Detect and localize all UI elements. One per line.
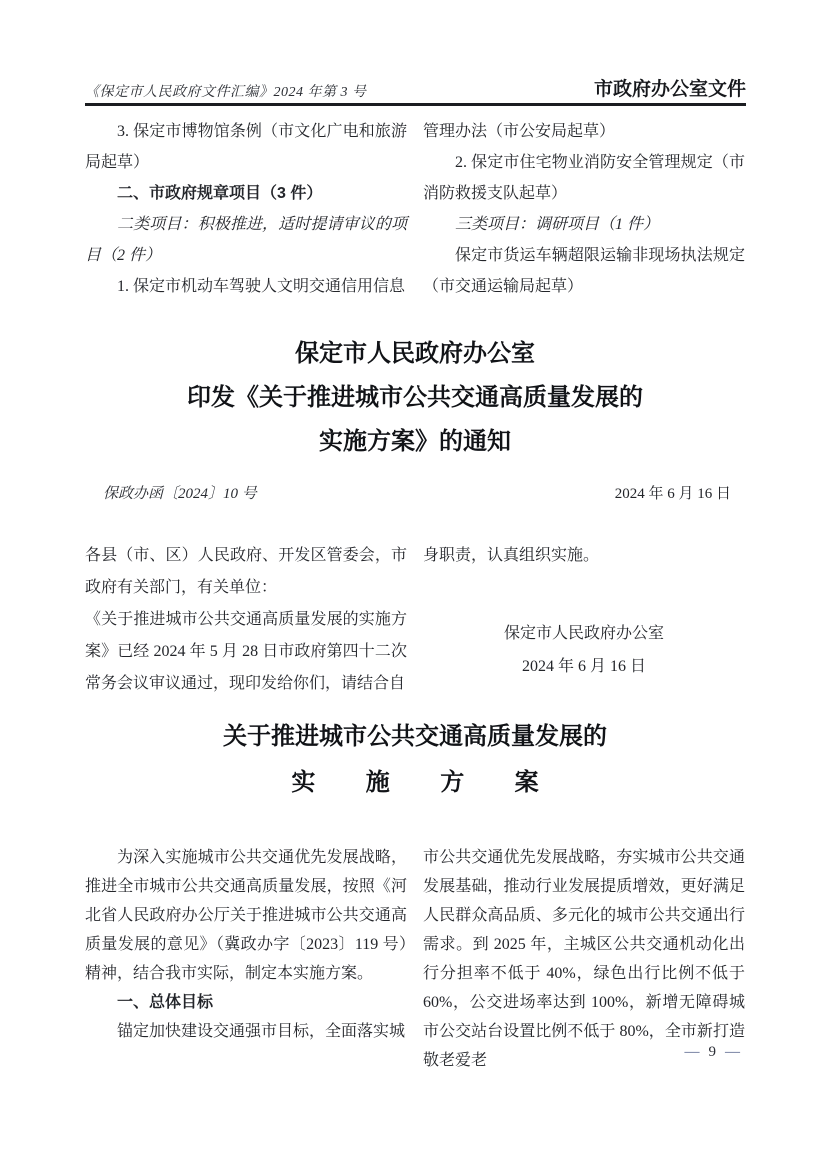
paragraph-continuation: 身职责，认真组织实施。 [423,547,600,564]
page-number-value: 9 [708,1044,716,1060]
notice-title-line-1: 保定市人民政府办公室 [295,341,535,367]
header-compilation-title: 《保定市人民政府文件汇编》2024 年第 3 号 [85,85,367,100]
plan-body-left-column [85,843,407,1075]
list-item: 1. 保定市机动车驾驶人文明交通信用信息 [117,278,406,295]
legislation-list-right-column [423,116,745,302]
list-category-label: 三类项目：调研项目（1 件） [455,216,660,233]
plan-body-section [85,843,745,1075]
doc-number-row [103,482,731,503]
notice-title-line-2: 印发《关于推进城市公共交通高质量发展的 [187,385,643,411]
list-item: 3. 保定市博物馆条例（市文化广电和旅游局起草） [85,123,407,171]
signature-block [423,617,745,683]
notice-title [85,332,745,464]
list-item-continuation: 管理办法（市公安局起草） [423,123,616,140]
plan-title-line-1: 关于推进城市公共交通高质量发展的 [223,724,607,750]
page-number [685,1044,741,1061]
notice-body-right-column [423,540,745,700]
paragraph: 各县（市、区）人民政府、开发区管委会，市政府有关部门，有关单位： [85,547,407,596]
list-item: 2. 保定市住宅物业消防安全管理规定（市消防救援支队起草） [423,154,745,202]
notice-title-line-3: 实施方案》的通知 [319,429,511,455]
paragraph: 锚定加快建设交通强市目标，全面落实城 [117,1023,406,1040]
page-number-dash-left: — [684,1044,700,1060]
page-header [85,74,746,101]
paragraph: 为深入实施城市公共交通优先发展战略，推进全市城市公共交通高质量发展，按照《河北省人民政府办公厅关于推进城市公共交通高质量发展的意见》（冀政办字〔2023〕119 号）精神，结合我市实际，制定本实施方案。 [85,849,407,982]
doc-date: 2024 年 6 月 16 日 [614,486,731,502]
paragraph: 《关于推进城市公共交通高质量发展的实施方案》已经 2024 年 5 月 28 日市政府第四十二次常务会议审议通过，现印发给你们，请结合自 [85,611,407,692]
plan-title-line-2: 实施方案 [291,770,589,796]
header-rule [85,103,746,106]
list-category-label: 二类项目：积极推进，适时提请审议的项目（2 件） [85,216,407,264]
doc-number: 保政办函〔2024〕10 号 [103,486,257,502]
plan-title [85,714,745,806]
notice-body-left-column [85,540,407,700]
signature-date: 2024 年 6 月 16 日 [521,658,646,675]
plan-body-right-column [423,843,745,1075]
notice-body-section [85,540,745,700]
list-section-heading: 二、市政府规章项目（3 件） [117,185,323,202]
list-item: 保定市货运车辆超限运输非现场执法规定（市交通运输局起草） [423,247,745,295]
header-office-label: 市政府办公室文件 [593,79,746,100]
paragraph-continuation: 市公共交通优先发展战略，夯实城市公共交通发展基础，推动行业发展提质增效，更好满足人民群众高品质、多元化的城市公共交通出行需求。到 2025 年，主城区公共交通机动化出行分担率不低于 40%，绿色出行比例不低于 60%，公交进场率达到 100%，新增无障碍城市公交站台设置比例不低于 80%，全市新打造敬老爱老 [423,849,745,1069]
page-number-dash-right: — [725,1044,740,1060]
legislation-list-left-column [85,116,407,302]
section-heading: 一、总体目标 [117,994,214,1011]
signature-org: 保定市人民政府办公室 [503,625,664,642]
legislation-list-section [85,116,745,302]
